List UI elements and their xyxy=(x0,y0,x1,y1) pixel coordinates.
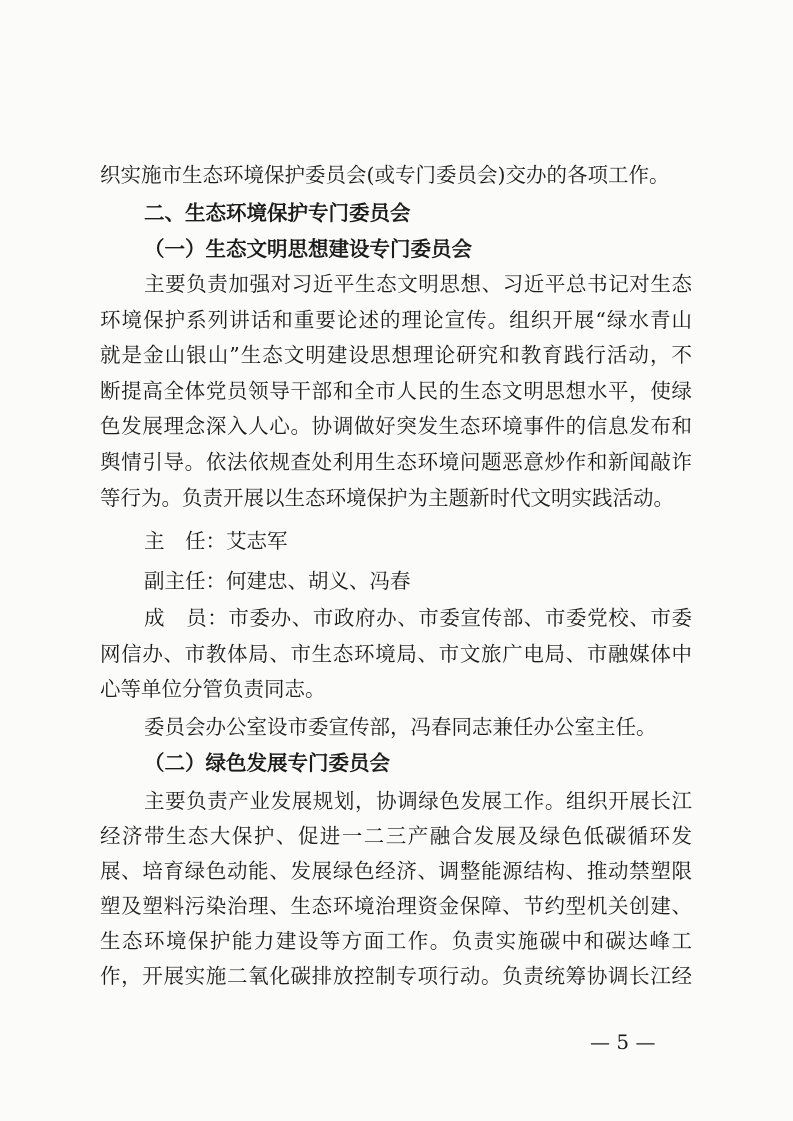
paragraph-line: 断提高全体党员领导干部和全市人民的生态文明思想水平，使绿 xyxy=(100,379,692,403)
paragraph-line: 主要负责加强对习近平生态文明思想、习近平总书记对生态 xyxy=(144,272,692,296)
office-line: 委员会办公室设市委宣传部，冯春同志兼任办公室主任。 xyxy=(144,715,657,739)
paragraph-line: 舆情引导。依法依规查处利用生态环境问题恶意炒作和新闻敲诈 xyxy=(100,450,692,474)
members-line: 成 员：市委办、市政府办、市委宣传部、市委党校、市委 xyxy=(144,606,692,630)
paragraph-line: 织实施市生态环境保护委员会(或专门委员会)交办的各项工作。 xyxy=(100,163,670,187)
paragraph-line: 等行为。负责开展以生态环境保护为主题新时代文明实践活动。 xyxy=(100,486,674,510)
paragraph-line: 色发展理念深入人心。协调做好突发生态环境事件的信息发布和 xyxy=(100,414,692,438)
subsection-heading: （一）生态文明思想建设专门委员会 xyxy=(144,237,472,261)
paragraph-line: 生态环境保护能力建设等方面工作。负责实施碳中和碳达峰工 xyxy=(100,929,692,953)
paragraph-line: 经济带生态大保护、促进一二三产融合发展及绿色低碳循环发 xyxy=(100,824,692,848)
paragraph-line: 主要负责产业发展规划，协调绿色发展工作。组织开展长江 xyxy=(144,789,692,813)
deputy-director-line: 副主任：何建忠、胡义、冯春 xyxy=(144,569,411,593)
subsection-heading: （二）绿色发展专门委员会 xyxy=(144,751,390,775)
paragraph-line: 就是金山银山”生态文明建设思想理论研究和教育践行活动，不 xyxy=(100,343,692,367)
members-line: 心等单位分管负责同志。 xyxy=(100,677,326,701)
paragraph-line: 展、培育绿色动能、发展绿色经济、调整能源结构、推动禁塑限 xyxy=(100,859,692,883)
paragraph-line: 环境保护系列讲话和重要论述的理论宣传。组织开展“绿水青山 xyxy=(100,308,692,332)
page-number: — 5 — xyxy=(590,1030,656,1054)
section-heading: 二、生态环境保护专门委员会 xyxy=(144,201,411,225)
members-line: 网信办、市教体局、市生态环境局、市文旅广电局、市融媒体中 xyxy=(100,642,692,666)
director-line: 主 任：艾志军 xyxy=(144,529,288,553)
paragraph-line: 作，开展实施二氧化碳排放控制专项行动。负责统筹协调长江经 xyxy=(100,964,692,988)
paragraph-line: 塑及塑料污染治理、生态环境治理资金保障、节约型机关创建、 xyxy=(100,894,692,918)
